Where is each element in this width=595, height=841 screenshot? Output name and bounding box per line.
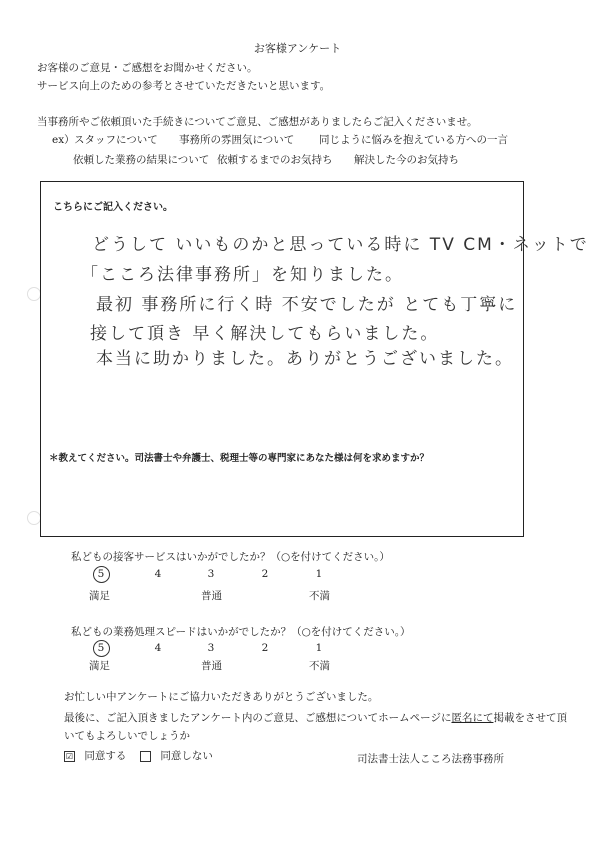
example-advice: 同じように悩みを抱えている方への一言 bbox=[319, 134, 508, 146]
request-text: 当事務所やご依頼頂いた手続きについてご意見、ご感想がありましたらご記入くださいませ。 bbox=[37, 116, 478, 128]
punch-hole-top bbox=[27, 287, 41, 301]
anonymous-phrase: 匿名にて bbox=[451, 712, 494, 724]
handwritten-line-5: 本当に助かりました。ありがとうございました。 bbox=[96, 349, 514, 369]
thanks-text: お忙しい中アンケートにご協力いただきありがとうございました。 bbox=[64, 691, 379, 703]
survey1-option-2[interactable]: 2 bbox=[261, 568, 269, 580]
office-name: 司法書士法人こころ法務事務所 bbox=[357, 753, 504, 765]
survey1-option-1[interactable]: 1 bbox=[315, 568, 323, 580]
survey2-option-5[interactable] bbox=[91, 640, 111, 657]
consent-line-2: いてもよろしいでしょうか bbox=[64, 730, 190, 742]
handwritten-line-4: 接して頂き 早く解決してもらいました。 bbox=[90, 324, 440, 344]
survey2-label-neutral: 普通 bbox=[201, 660, 222, 672]
survey1-option-4[interactable]: 4 bbox=[154, 568, 162, 580]
examples-prefix: ex） bbox=[52, 134, 75, 146]
survey2-label-satisfied: 満足 bbox=[89, 660, 110, 672]
survey2-label-dissatisfied: 不満 bbox=[309, 660, 330, 672]
survey2-option-2[interactable]: 2 bbox=[261, 642, 269, 654]
expert-question: ＊教えてください。司法書士や弁護士、税理士等の専門家にあなた様は何を求めますか？ bbox=[49, 453, 430, 464]
handwritten-line-2: 「こころ法律事務所」を知りました。 bbox=[81, 265, 404, 285]
survey1-label-dissatisfied: 不満 bbox=[309, 590, 330, 602]
survey1-label-satisfied: 満足 bbox=[89, 590, 110, 602]
survey1-selected-circle: 5 bbox=[93, 566, 110, 583]
survey2-option-1[interactable]: 1 bbox=[315, 642, 323, 654]
example-feelings-before: 依頼するまでのお気持ち bbox=[217, 154, 333, 166]
disagree-checkbox[interactable] bbox=[140, 751, 151, 762]
survey2-option-3[interactable]: 3 bbox=[207, 642, 215, 654]
consent-line-1 bbox=[64, 710, 567, 725]
survey1-option-5[interactable] bbox=[91, 566, 111, 583]
survey2-option-4[interactable]: 4 bbox=[154, 642, 162, 654]
consent-line-1-end: 掲載をさせて頂 bbox=[493, 712, 567, 724]
agree-label: 同意する bbox=[84, 750, 127, 762]
survey1-option-3[interactable]: 3 bbox=[207, 568, 215, 580]
intro-line-2: サービス向上のための参考とさせていただきたいと思います。 bbox=[37, 80, 331, 92]
agree-checkbox[interactable]: ☑ bbox=[65, 751, 74, 761]
example-staff: スタッフについて bbox=[74, 134, 158, 146]
handwritten-line-1: どうして いいものかと思っている時に TV CM・ネットで bbox=[92, 235, 589, 255]
survey1-label-neutral: 普通 bbox=[201, 590, 222, 602]
survey1-question: 私どもの接客サービスはいかがでしたか？（○を付けてください。） bbox=[71, 551, 390, 563]
example-atmosphere: 事務所の雰囲気について bbox=[179, 134, 295, 146]
intro-line-1: お客様のご意見・ご感想をお聞かせください。 bbox=[37, 62, 258, 74]
survey2-question: 私どもの業務処理スピードはいかがでしたか？（○を付けてください。） bbox=[71, 626, 411, 638]
comment-box bbox=[40, 181, 589, 537]
punch-hole-bottom bbox=[27, 511, 41, 525]
comment-box-label: こちらにご記入ください。 bbox=[53, 202, 173, 213]
example-feelings-now: 解決した今のお気持ち bbox=[354, 154, 459, 166]
survey-title: お客様アンケート bbox=[253, 42, 342, 55]
consent-line-1-start: 最後に、ご記入頂きましたアンケート内のご意見、ご感想についてホームページに bbox=[64, 712, 452, 724]
handwritten-line-3: 最初 事務所に行く時 不安でしたが とても丁寧に bbox=[96, 295, 518, 315]
example-result: 依頼した業務の結果について bbox=[73, 154, 210, 166]
agree-option[interactable] bbox=[64, 748, 126, 763]
survey2-selected-circle: 5 bbox=[93, 640, 110, 657]
disagree-label: 同意しない bbox=[160, 750, 213, 762]
disagree-option[interactable] bbox=[140, 748, 213, 763]
